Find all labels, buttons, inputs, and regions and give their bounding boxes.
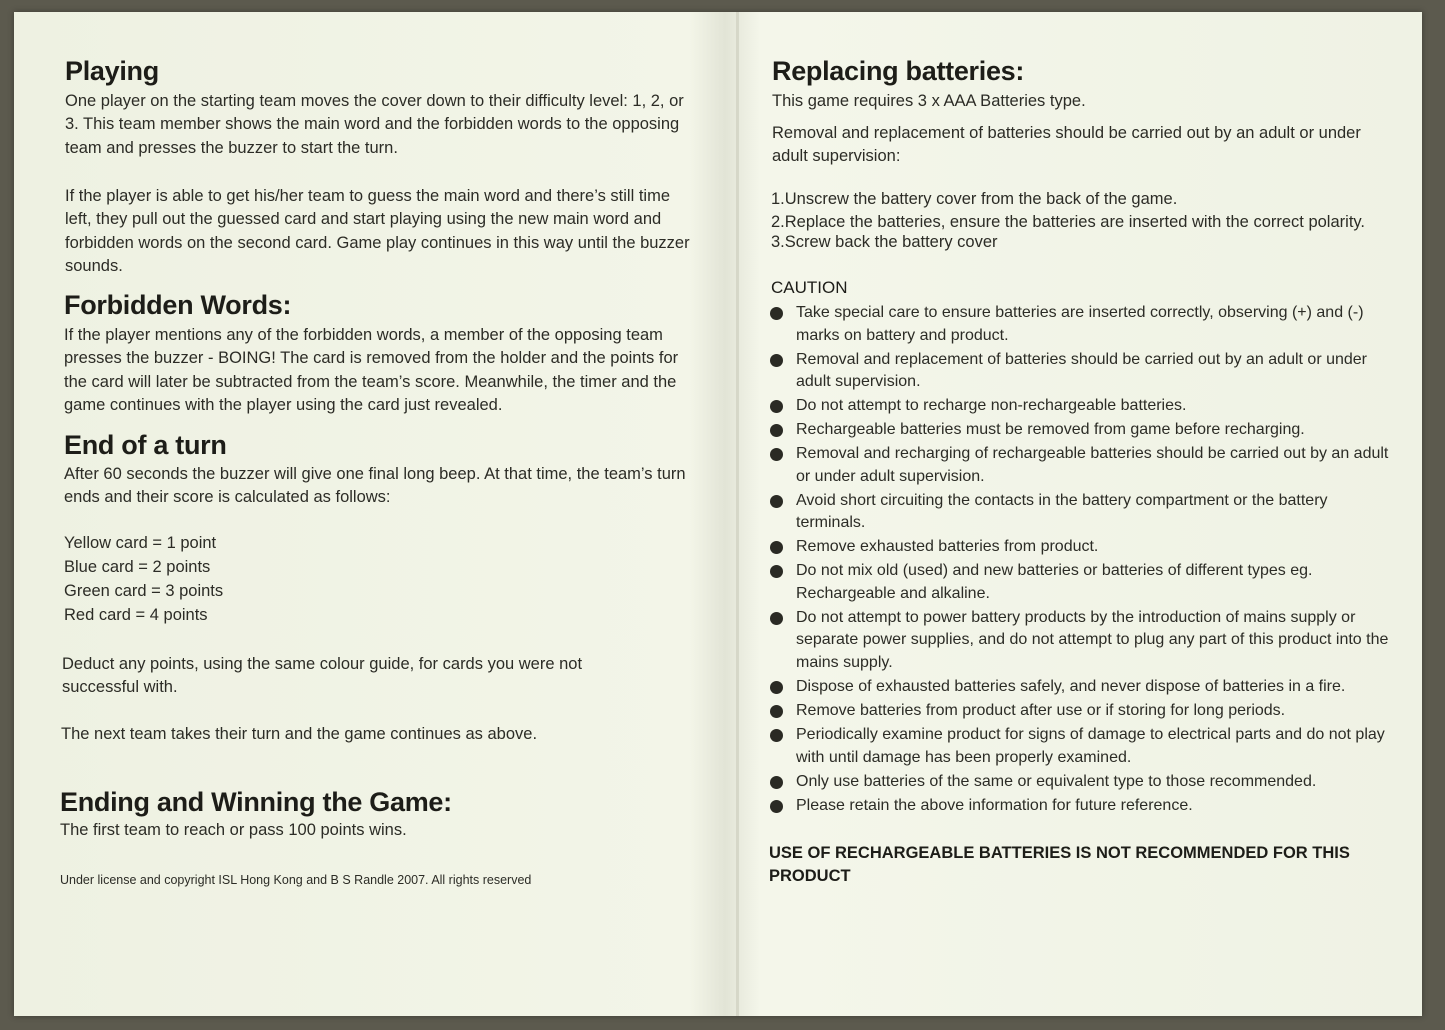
caution-item: Do not attempt to power battery products by the introduction of mains supply or separate power supplies, and do not attempt to plug any part of this product into the mains supply. (770, 607, 1390, 675)
bullet-icon (770, 729, 783, 742)
page-fold (736, 12, 739, 1016)
heading-end-of-turn: End of a turn (64, 430, 227, 460)
heading-replacing-batteries: Replacing batteries: (772, 56, 1025, 86)
score-blue: Blue card = 2 points (64, 558, 211, 576)
caution-item: Do not mix old (used) and new batteries or batteries of different types eg. Rechargeable and alkaline. (770, 560, 1390, 605)
score-green: Green card = 3 points (64, 582, 224, 600)
caution-title: CAUTION (771, 278, 848, 297)
copyright-notice: Under license and copyright ISL Hong Kong and B S Randle 2007. All rights reserved (60, 873, 532, 887)
batteries-requirement: This game requires 3 x AAA Batteries type. (772, 92, 1086, 110)
score-red: Red card = 4 points (64, 606, 208, 624)
caution-item: Avoid short circuiting the contacts in the battery compartment or the battery terminals. (770, 490, 1390, 535)
caution-item: Take special care to ensure batteries are inserted correctly, observing (+) and (-) marks on battery and product. (770, 302, 1390, 347)
caution-item: Remove exhausted batteries from product. (770, 536, 1390, 559)
battery-step-3: 3.Screw back the battery cover (771, 233, 998, 251)
playing-paragraph-2: If the player is able to get his/her team to guess the main word and there’s still time left, they pull out the guessed card and start playing using the new main word and forbidden words on the second card. Game play continues in this way until the buzzer sounds. (65, 187, 690, 275)
bullet-icon (770, 800, 783, 813)
bullet-icon (770, 565, 783, 578)
bullet-icon (770, 307, 783, 320)
caution-item: Removal and replacement of batteries should be carried out by an adult or under adult supervision. (770, 349, 1390, 394)
bullet-icon (770, 776, 783, 789)
playing-paragraph-1: One player on the starting team moves the cover down to their difficulty level: 1, 2, or 3. This team member shows the main word and the forbidden words to the opposing team and presses the buzzer to start the turn. (65, 92, 684, 157)
ending-paragraph: The first team to reach or pass 100 points wins. (60, 821, 407, 839)
bullet-icon (770, 681, 783, 694)
battery-step-2: 2.Replace the batteries, ensure the batteries are inserted with the correct polarity. (771, 213, 1366, 231)
bullet-icon (770, 541, 783, 554)
end-turn-paragraph-2: Deduct any points, using the same colour guide, for cards you were not successful with. (62, 655, 583, 697)
bullet-icon (770, 448, 783, 461)
caution-item: Dispose of exhausted batteries safely, and never dispose of batteries in a fire. (770, 676, 1390, 699)
end-turn-paragraph-1: After 60 seconds the buzzer will give one final long beep. At that time, the team’s turn ends and their score is calculated as follows: (64, 465, 686, 507)
caution-item: Only use batteries of the same or equivalent type to those recommended. (770, 771, 1390, 794)
rechargeable-warning: USE OF RECHARGEABLE BATTERIES IS NOT RECOMMENDED FOR THIS PRODUCT (769, 844, 1350, 885)
caution-item: Remove batteries from product after use or if storing for long periods. (770, 700, 1390, 723)
score-yellow: Yellow card = 1 point (64, 534, 217, 552)
heading-ending-winning: Ending and Winning the Game: (60, 787, 452, 817)
caution-list (770, 302, 1390, 819)
heading-playing: Playing (65, 56, 159, 86)
end-turn-paragraph-3: The next team takes their turn and the game continues as above. (61, 725, 538, 743)
batteries-supervision: Removal and replacement of batteries should be carried out by an adult or under adult supervision: (772, 124, 1361, 166)
bullet-icon (770, 400, 783, 413)
bullet-icon (770, 424, 783, 437)
caution-item: Periodically examine product for signs of damage to electrical parts and do not play with until damage has been properly examined. (770, 724, 1390, 769)
bullet-icon (770, 495, 783, 508)
bullet-icon (770, 612, 783, 625)
caution-item: Do not attempt to recharge non-rechargeable batteries. (770, 395, 1390, 418)
instruction-sheet (14, 12, 1422, 1016)
caution-item: Please retain the above information for future reference. (770, 795, 1390, 818)
bullet-icon (770, 354, 783, 367)
bullet-icon (770, 705, 783, 718)
caution-item: Removal and recharging of rechargeable batteries should be carried out by an adult or under adult supervision. (770, 443, 1390, 488)
battery-step-1: 1.Unscrew the battery cover from the back of the game. (771, 190, 1178, 208)
forbidden-paragraph: If the player mentions any of the forbidden words, a member of the opposing team presses the buzzer - BOING! The card is removed from the holder and the points for the card will later be subtracted from the team’s score. Meanwhile, the timer and the game continues with the player using the card just revealed. (64, 326, 679, 414)
caution-item: Rechargeable batteries must be removed from game before recharging. (770, 419, 1390, 442)
heading-forbidden-words: Forbidden Words: (64, 290, 292, 320)
